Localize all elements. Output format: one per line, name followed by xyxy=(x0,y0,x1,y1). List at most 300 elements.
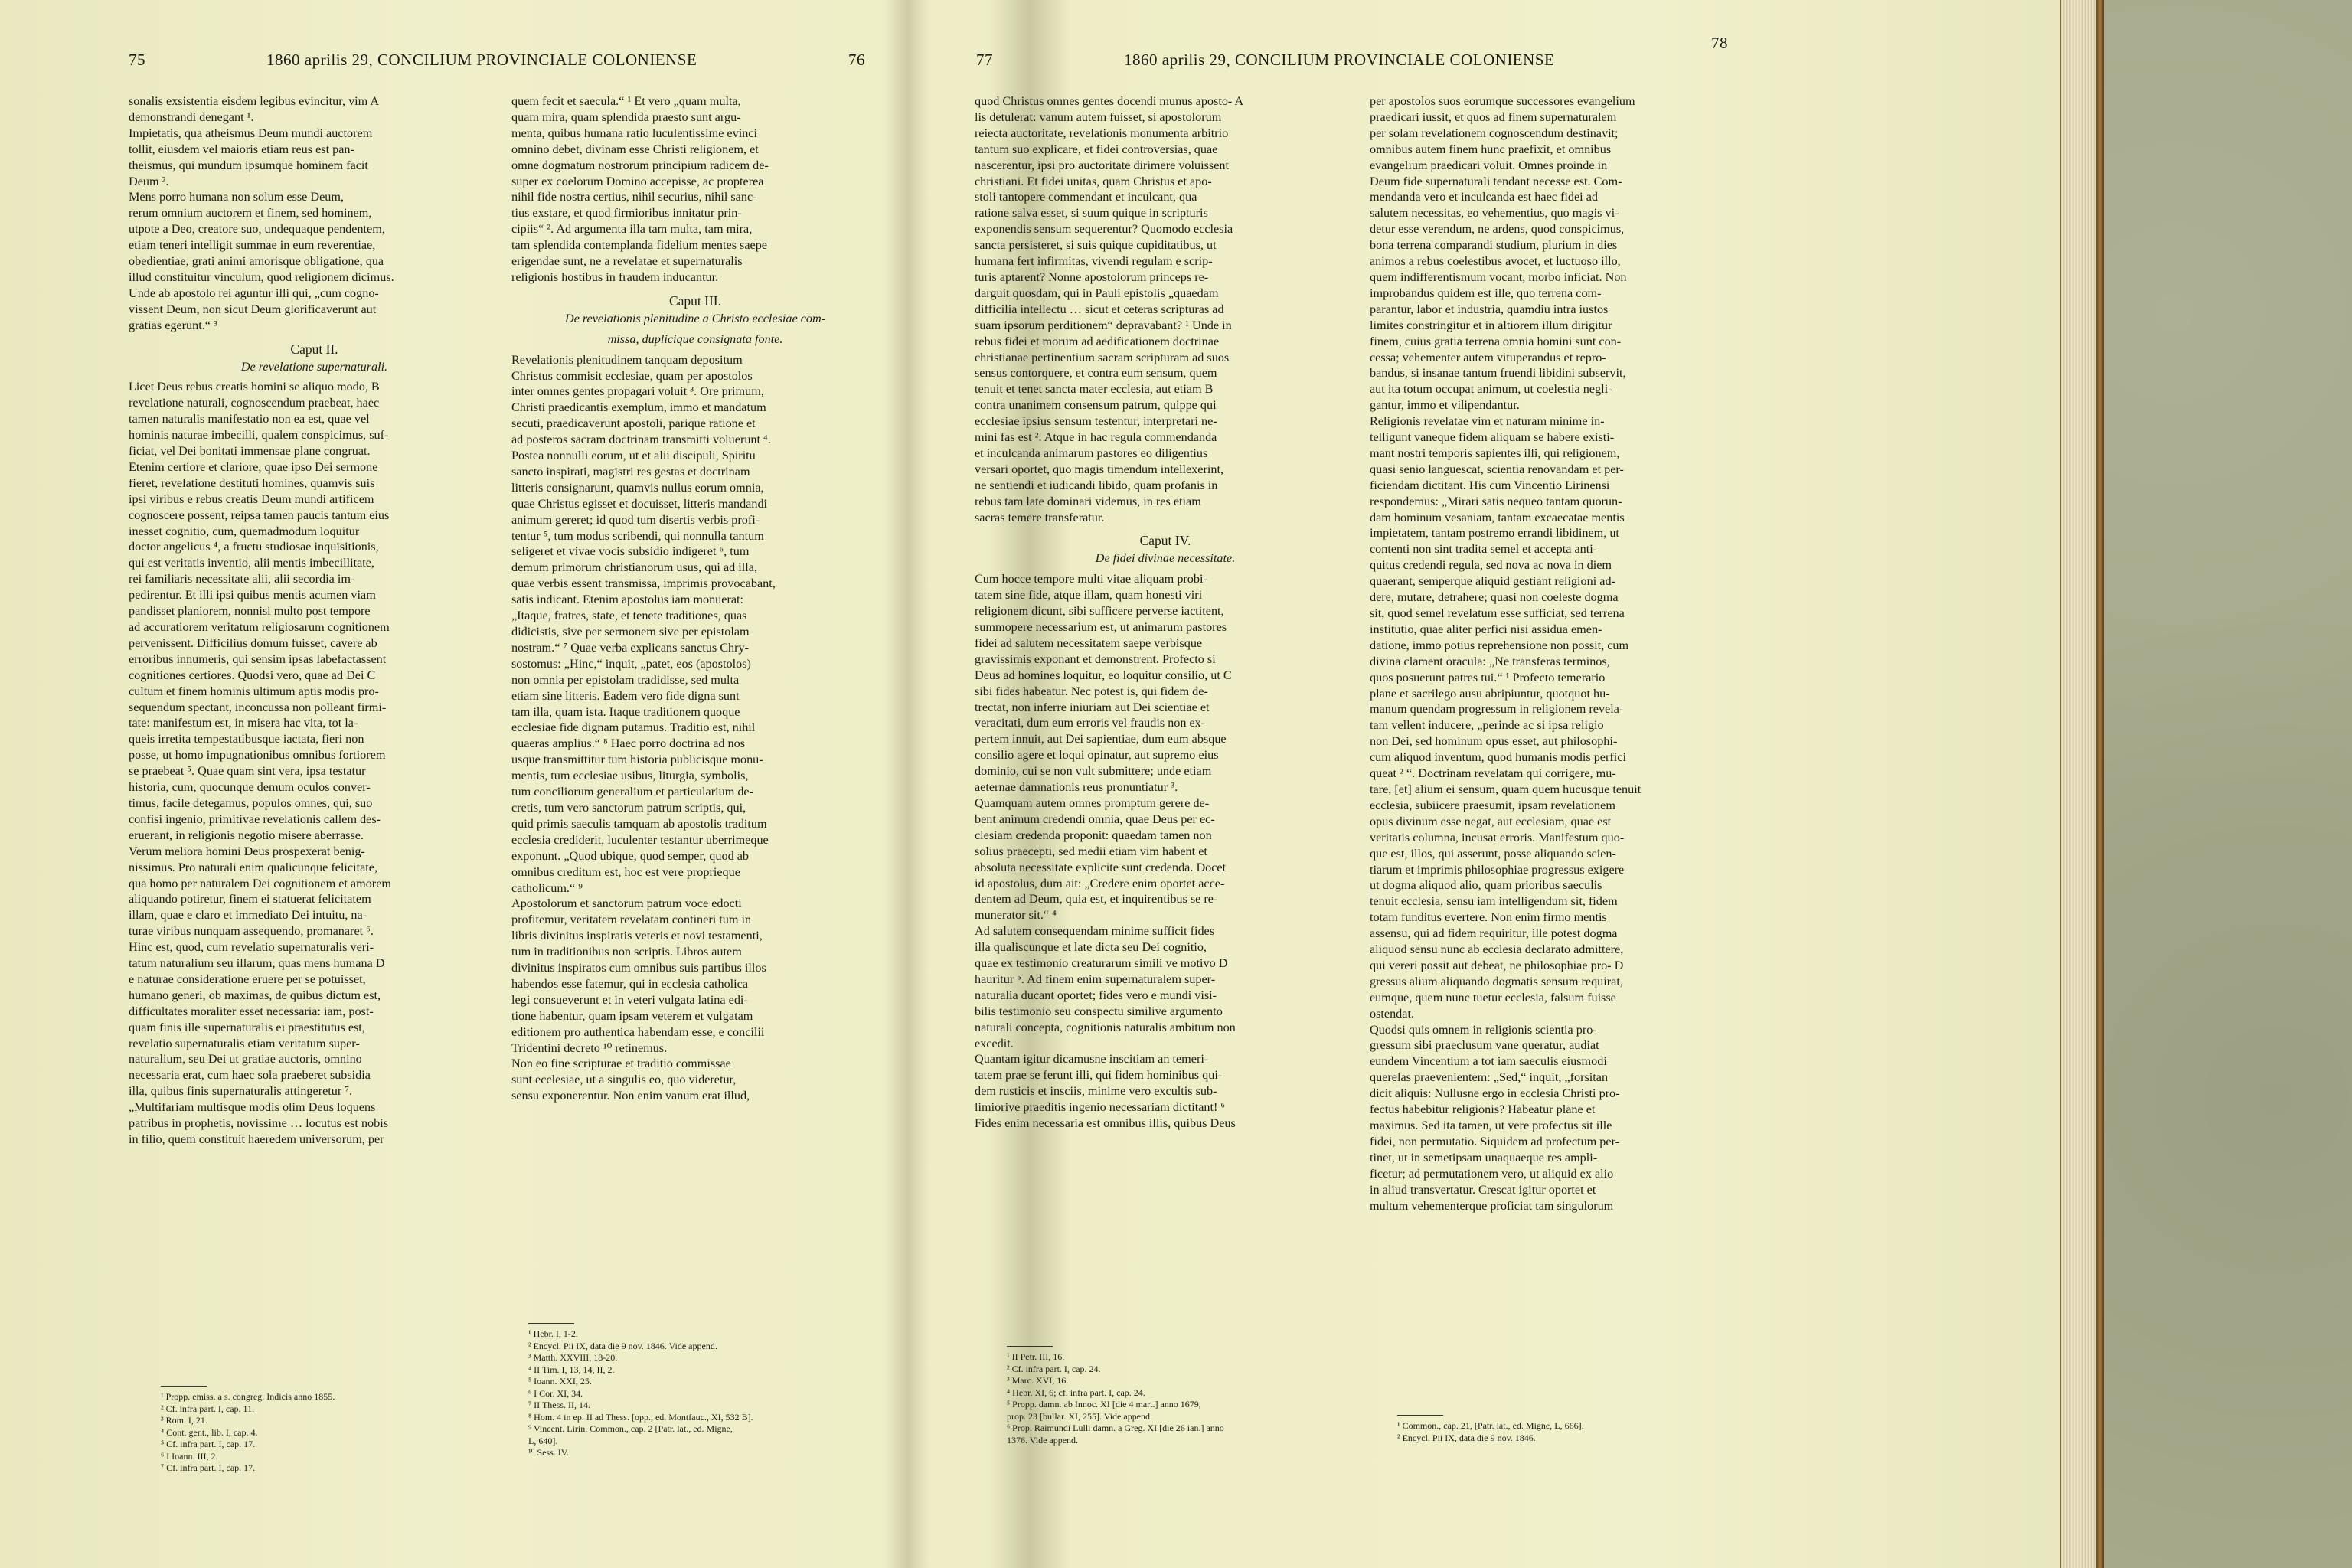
text-line: sibi fides habeatur. Nec potest is, qui fidem de- xyxy=(975,684,1208,698)
text-line: tum in traditionibus non scriptis. Libros autem xyxy=(511,945,742,959)
text-line: pertem innuit, aut Dei sapientiae, dum eum absque xyxy=(975,732,1227,746)
text-line: didicistis, sive per sermonem sive per epistolam xyxy=(511,625,750,639)
text-line: darguit quosdam, qui in Pauli epistolis „quaedam xyxy=(975,286,1219,300)
text-line: cipiis“ ². Ad argumenta illa tam multa, tam mira, xyxy=(511,222,753,237)
text-line: Mens porro humana non solum esse Deum, xyxy=(129,190,344,204)
footnote-line: ¹ Common., cap. 21, [Patr. lat., ed. Migne, L, 666]. xyxy=(1397,1420,1584,1431)
text-line: timus, facile detegamus, populos omnes, qui, suo xyxy=(129,795,373,810)
text-line: eundem Vincentium a tot iam saeculis eiusmodi xyxy=(1370,1054,1607,1069)
text-line: quem indifferentismum vocant, morbo inficiat. Non xyxy=(1370,270,1627,284)
text-line: demonstrandi denegant ¹. xyxy=(129,109,254,124)
text-line: quasi senio languescat, scientia renovandam et per- xyxy=(1370,462,1624,476)
text-line: Etenim certiore et clariore, quae ipso Dei sermone xyxy=(129,459,378,474)
text-line: stoli tantopere commendant et inculcant, qua xyxy=(975,190,1197,204)
text-line: cognoscere possent, reipsa tamen paucis tantum eius xyxy=(129,508,390,522)
text-line: tione habentur, quam ipsam veterem et vulgatam xyxy=(511,1008,753,1023)
text-line: gressus alium aliquando dogmatis sensum requirat, xyxy=(1370,974,1623,988)
footnote-line: ¹ Hebr. I, 1-2. xyxy=(528,1328,578,1339)
chapter-subtitle: De revelatione supernaturali. xyxy=(240,359,388,374)
text-line: bandus, si insanae tantum fruendi libidini subservit, xyxy=(1370,366,1626,381)
text-line: dam hominum vesaniam, tantam excaecatae mentis xyxy=(1370,510,1625,524)
text-line: „Multifariam multisque modis olim Deus loquens xyxy=(129,1100,376,1115)
text-line: detur esse verendum, ne ardens, quod conspicimus, xyxy=(1370,222,1625,237)
text-line: rerum omnium auctorem et finem, sed hominem, xyxy=(129,206,372,220)
right-page-header xyxy=(907,34,2060,81)
text-line: exponunt. „Quod ubique, quod semper, quod ab xyxy=(511,848,750,863)
text-line: sancto inspirati, magistri res gestas et doctrinam xyxy=(511,464,750,479)
text-line: tenuit ecclesia, sensu iam intelligendum sit, fidem xyxy=(1370,894,1618,909)
text-line: nascerentur, ipsi pro auctoritate dirimere voluissent xyxy=(975,158,1229,172)
text-line: opus divinum esse negat, aut ecclesiam, quae est xyxy=(1370,814,1612,828)
text-line: usque transmittitur tum historia publicisque monu- xyxy=(511,753,763,767)
text-line: vissent Deum, non sicut Deum glorificaverunt aut xyxy=(129,302,377,316)
text-line: illud constituitur vinculum, quod religionem dicimus. xyxy=(129,270,394,284)
text-line: animos a rebus coelestibus avocet, et luctuoso illo, xyxy=(1370,254,1621,269)
text-line: erigendae sunt, ne a revelatae et supernaturalis xyxy=(511,254,743,269)
text-line: etiam sine litteris. Eadem vero fide digna sunt xyxy=(511,688,740,703)
text-line: fectus habebitur religionis? Habeatur plane et xyxy=(1370,1102,1596,1117)
text-line: aut ita totum occupat animum, ut coelestia negli- xyxy=(1370,382,1612,397)
text-line: veracitati, dum eum erroris vel fraudis non ex- xyxy=(975,716,1206,730)
text-line: praedicari iussit, et quos ad finem supernaturalem xyxy=(1370,109,1617,124)
text-line: Deum fide supernaturali tendant necesse est. Com- xyxy=(1370,174,1622,188)
text-line: sensu exponerentur. Non enim vanum erat illud, xyxy=(511,1089,750,1103)
text-line: impietatem, tantam postremo errandi libidinem, ut xyxy=(1370,526,1619,541)
text-line: sequendum spectant, inconcussa non polleant firmi- xyxy=(129,700,387,714)
text-line: gantur, immo et vilipendantur. xyxy=(1370,398,1520,413)
text-line: omnibus creditum est, hoc est vere proprieque xyxy=(511,864,740,879)
footnote-line: L, 640]. xyxy=(528,1435,558,1446)
left-page xyxy=(0,0,907,1568)
text-line: cultum et finem hominis ultimum aptis modis pro- xyxy=(129,684,379,698)
text-line: manum quendam progressum in religionem revela- xyxy=(1370,702,1624,717)
text-line: contra unanimem consensum patrum, quippe qui xyxy=(975,398,1217,413)
text-line: religionis hostibus in fraudem inducantur. xyxy=(511,270,719,284)
text-line: qua homo per naturalem Dei cognitionem et amorem xyxy=(129,876,391,890)
text-line: reiecta auctoritate, revelationis monumenta arbitrio xyxy=(975,126,1229,140)
column-number-77: 77 xyxy=(976,51,993,69)
text-line: ecclesia crediderit, luculenter testantur uberrimeque xyxy=(511,832,769,847)
text-line: quod Christus omnes gentes docendi munus aposto- A xyxy=(975,94,1244,108)
text-line: menta, quibus humana ratio luculentissime evinci xyxy=(511,126,757,140)
text-line: Licet Deus rebus creatis homini se aliquo modo, B xyxy=(129,380,380,394)
text-line: gratias egerunt.“ ³ xyxy=(129,318,217,332)
running-title-right: 1860 aprilis 29, CONCILIUM PROVINCIALE COLONIENSE xyxy=(1124,51,1555,69)
footnote-line: ¹ Propp. emiss. a s. congreg. Indicis anno 1855. xyxy=(161,1391,335,1402)
footnote-line: ³ Marc. XVI, 16. xyxy=(1007,1375,1069,1386)
text-line: nostram.“ ⁷ Quae verba explicans sanctus Chry- xyxy=(511,640,749,655)
text-line: quaerant, semperque aliquid gestiant religioni ad- xyxy=(1370,574,1615,589)
text-line: non omnia per epistolam tradidisse, sed multa xyxy=(511,672,740,687)
footnote-line: ⁴ Cont. gent., lib. I, cap. 4. xyxy=(161,1426,258,1438)
text-line: bona terrena comparandi studium, plurium in dies xyxy=(1370,238,1618,253)
text-line: queis irretita tempestatibusque iactata, fieri non xyxy=(129,732,364,746)
footnote-line: ⁶ I Cor. XI, 34. xyxy=(528,1387,583,1399)
text-line: sostomus: „Hinc,“ inquit, „patet, eos (apostolos) xyxy=(511,656,751,671)
footnotes-column-78 xyxy=(1397,1415,1749,1444)
text-line: tatum naturalium seu illarum, quas mens humana D xyxy=(129,956,385,971)
column-number-76: 76 xyxy=(848,51,865,69)
text-line: querelas praevenientem: „Sed,“ inquit, „forsitan xyxy=(1370,1070,1609,1085)
text-line: rebus fidei et morum ad aedificationem doctrinae xyxy=(975,334,1220,348)
text-line: dentem ad Deum, quia est, et inquirentibus se re- xyxy=(975,892,1218,906)
text-line: divinitus inspiratos cum omnibus suis partibus illos xyxy=(511,961,766,975)
text-line: illam, quae e claro et immediato Dei intuitu, na- xyxy=(129,908,368,923)
text-line: plane et sacrilego ausu abripiuntur, quotquot hu- xyxy=(1370,686,1610,701)
footnote-line: ⁶ I Ioann. III, 2. xyxy=(161,1450,218,1462)
text-line: utpote a Deo, creatore suo, undequaque pendentem, xyxy=(129,222,385,237)
text-line: turae viribus nunquam assequendo, promanaret ⁶. xyxy=(129,924,374,939)
text-line: tantum suo explicare, et fidei controversias, quae xyxy=(975,142,1218,156)
text-line: per apostolos suos eorumque successores evangelium xyxy=(1370,94,1635,108)
text-line: tollit, eiusdem vel maioris etiam reus est pan- xyxy=(129,142,354,156)
book-page-edges xyxy=(2060,0,2098,1568)
text-line: tum conciliorum generalium et particularium de- xyxy=(511,785,753,799)
footnote-line: ² Cf. infra part. I, cap. 24. xyxy=(1007,1363,1101,1374)
text-line: datione, immo potius reprehensione non possit, cum xyxy=(1370,638,1629,652)
text-line: obedientiae, grati animi amorisque obligatione, qua xyxy=(129,254,384,269)
chapter-heading: Caput III. xyxy=(668,292,722,309)
text-line: pedirentur. Et illi ipsi quibus mentis acumen viam xyxy=(129,588,376,603)
text-line: assensu, qui ad fidem requiritur, ille potest dogma xyxy=(1370,926,1618,941)
footnote-line: ⁸ Hom. 4 in ep. II ad Thess. [opp., ed. Montfauc., XI, 532 B]. xyxy=(528,1411,753,1423)
text-line: profitemur, veritatem revelatam contineri tum in xyxy=(511,913,752,927)
running-title-left: 1860 aprilis 29, CONCILIUM PROVINCIALE COLONIENSE xyxy=(266,51,697,69)
text-line: naturalia ducant oportet; fides vero e mundi visi- xyxy=(975,988,1217,1002)
text-line: revelatio supernaturalis etiam veritatum super- xyxy=(129,1036,360,1050)
text-line: aliquod sensu nunc ab ecclesia declarato admittere, xyxy=(1370,942,1624,957)
text-line: limiorive praeditis ingenio necessariam dictitant! ⁶ xyxy=(975,1100,1226,1115)
footnote-line: ⁷ II Thess. II, 14. xyxy=(528,1400,590,1410)
footnote-line: ¹ II Petr. III, 16. xyxy=(1007,1351,1065,1362)
text-line: ratione salva esset, si suum quique in scripturis xyxy=(975,206,1208,220)
text-line: divina clament oracula: „Ne transferas terminos, xyxy=(1370,654,1610,668)
text-line: bilis testimonio seu conspectu similive argumento xyxy=(975,1004,1223,1018)
text-line: hauritur ⁵. Ad finem enim supernaturalem super- xyxy=(975,972,1216,986)
text-line: ecclesiae ipsius sensum testentur, interpretari ne- xyxy=(975,414,1217,429)
text-line: tentur ⁵, tum modus scribendi, qui nonnulla tantum xyxy=(511,528,764,543)
text-column-75 xyxy=(129,93,500,1148)
text-line: catholicum.“ ⁹ xyxy=(511,880,583,895)
text-line: queat ² “. Doctrinam revelatam qui corrigere, mu- xyxy=(1370,766,1616,781)
text-line: sancta persisteret, si suis quique cupiditatibus, ut xyxy=(975,238,1217,253)
text-line: totam funditus evertere. Non enim firmo mentis xyxy=(1370,910,1607,925)
text-line: cretis, tum vero sanctorum patrum scriptis, qui, xyxy=(511,800,746,815)
text-line: ecclesiae fide dignam putamus. Traditio est, nihil xyxy=(511,720,756,735)
text-line: seligeret et vivae vocis subsidio indigeret ⁶, tum xyxy=(511,544,750,559)
text-line: suam ipsorum perditionem“ depravabant? ¹ Unde in xyxy=(975,318,1232,332)
text-line: quae Christus egisset et docuisset, litteris mandandi xyxy=(511,496,768,511)
text-line: qui est veritatis inventio, alii mentis imbecillitate, xyxy=(129,556,374,570)
text-line: et inculcanda animarum pastores eo diligentius xyxy=(975,446,1208,460)
text-line: Deus ad homines loquitur, eo loquitur consilio, ut C xyxy=(975,668,1232,682)
text-line: ut dogma aliquod alio, quam prioribus saeculis xyxy=(1370,878,1602,893)
text-line: in filio, quem constituit haeredem universorum, per xyxy=(129,1132,384,1146)
chapter-subtitle: De revelationis plenitudine a Christo ecclesiae com- xyxy=(564,311,826,325)
footnote-line: prop. 23 [bullar. XI, 255]. Vide append. xyxy=(1007,1410,1153,1422)
text-line: Quamquam autem omnes promptum gerere de- xyxy=(975,795,1210,810)
footnote-line: ² Encycl. Pii IX, data die 9 nov. 1846. xyxy=(1397,1432,1536,1443)
text-line: tate: manifestum est, in misera hac vita, tot la- xyxy=(129,716,358,730)
text-line: Cum hocce tempore multi vitae aliquam probi- xyxy=(975,572,1207,586)
footnotes-column-76 xyxy=(528,1323,880,1459)
text-line: omne dogmatum nostrorum principium radicem de- xyxy=(511,158,769,172)
text-line: tinet, ut in semetipsam unaquaeque res ampli- xyxy=(1370,1150,1598,1165)
text-line: religionem dicunt, sibi sufficere perverse iactitent, xyxy=(975,604,1224,619)
text-line: pervenissent. Difficilius domum fuisset, cavere ab xyxy=(129,635,377,650)
text-line: consilio agere et loqui opinatur, aut supremo eius xyxy=(975,748,1219,763)
text-line: satis indicant. Etenim apostolus iam monuerat: xyxy=(511,593,744,607)
text-column-78 xyxy=(1370,93,1746,1214)
text-line: Fides enim necessaria est omnibus illis, quibus Deus xyxy=(975,1116,1236,1131)
text-line: qui vereri possit aut debeat, ne philosophiae pro- D xyxy=(1370,958,1624,972)
text-line: doctor angelicus ⁴, a fructu studiosae inquisitionis, xyxy=(129,540,379,554)
text-line: trectat, non inferre iniuriam aut Dei scientiae et xyxy=(975,700,1210,714)
text-line: pandisset planiorem, nonnisi multo post tempore xyxy=(129,604,371,619)
text-line: Unde ab apostolo rei aguntur illi qui, „cum cogno- xyxy=(129,286,379,300)
text-line: illa, quibus finis supernaturalis attingeretur ⁷. xyxy=(129,1084,353,1099)
text-line: mentis, tum ecclesiae usibus, liturgia, symbolis, xyxy=(511,769,749,783)
text-line: que est, illos, qui asserunt, posse aliquando scien- xyxy=(1370,846,1616,861)
text-line: solius praecepti, sed medii etiam vim habent et xyxy=(975,844,1207,858)
footnote-line: ⁷ Cf. infra part. I, cap. 17. xyxy=(161,1462,256,1473)
footnote-line: ² Cf. infra part. I, cap. 11. xyxy=(161,1403,255,1414)
text-line: bent animum credendi omnia, quae Deus per ec- xyxy=(975,812,1215,826)
text-line: versari oportet, quo magis timendum intellexerint, xyxy=(975,462,1224,476)
text-line: omnino debet, divinam esse Christi religionem, et xyxy=(511,142,759,156)
text-line: eruerant, in religionis negotio misere aberrasse. xyxy=(129,828,364,842)
text-line: excedit. xyxy=(975,1036,1014,1050)
text-line: ipsi viribus e rebus creatis Deum mundi artificem xyxy=(129,492,374,506)
text-line: absoluta necessitate explicite sunt credenda. Docet xyxy=(975,860,1227,874)
footnote-line: ⁵ Propp. damn. ab Innoc. XI [die 4 mart.] anno 1679, xyxy=(1007,1399,1201,1410)
text-line: christiani. Et fidei unitas, quam Christus et apo- xyxy=(975,174,1212,188)
text-line: tam illa, quam ista. Itaque traditionem quoque xyxy=(511,704,740,719)
text-line: christianae pertinentium sacram scripturam ad suos xyxy=(975,350,1230,364)
text-line: tatem sine fide, atque illam, quam honesti viri xyxy=(975,588,1203,603)
text-line: humano generi, ob maximas, de quibus dictum est, xyxy=(129,988,381,1002)
text-line: rebus tam late dominari videmus, in res etiam xyxy=(975,494,1201,508)
text-line: erroribus innumeris, qui sensim ipsas labefactassent xyxy=(129,652,387,666)
text-line: theismus, qui mundum ipsumque hominem facit xyxy=(129,158,368,172)
text-line: ad accuratiorem veritatum religiosarum cognitionem xyxy=(129,620,390,634)
text-line: fidei, non permutatio. Siquidem ad profectum per- xyxy=(1370,1134,1620,1148)
text-line: ostendat. xyxy=(1370,1006,1414,1021)
text-line: e naturae consideratione eruere per se potuisset, xyxy=(129,972,366,986)
text-line: tius exstare, et quod firmioribus innitatur prin- xyxy=(511,206,742,220)
text-line: clesiam credenda proponit: quaedam tamen non xyxy=(975,828,1212,842)
text-line: editionem pro authentica habendam esse, e concilii xyxy=(511,1024,765,1039)
text-line: rei familiaris necessitate alii, alii secordia im- xyxy=(129,572,355,586)
text-line: mini fas est ². Atque in hac regula commendanda xyxy=(975,430,1217,445)
text-line: tatem prae se ferunt illi, qui fidem hominibus qui- xyxy=(975,1068,1223,1083)
text-line: cessa; vehementer autem vituperandus et repro- xyxy=(1370,350,1606,364)
text-line: veritatis columna, incusat erroris. Manifestum quo- xyxy=(1370,830,1625,844)
text-line: Deum ². xyxy=(129,174,169,188)
text-line: animum gereret; id quod tum disertis verbis profi- xyxy=(511,512,760,527)
text-line: mant nostri temporis sapientes illi, qui religionem, xyxy=(1370,446,1620,460)
text-line: Postea nonnulli eorum, ut et alii discipuli, Spiritu xyxy=(511,449,756,463)
text-line: sunt ecclesiae, ut a singulis eo, quo videretur, xyxy=(511,1073,737,1087)
text-line: in aliud transvertatur. Crescat igitur oportet et xyxy=(1370,1182,1596,1197)
text-line: salutem necessitas, eo vehementius, quo magis vi- xyxy=(1370,206,1619,220)
text-line: id apostolus, dum ait: „Credere enim oportet acce- xyxy=(975,876,1225,890)
footnote-line: ³ Rom. I, 21. xyxy=(161,1415,207,1426)
text-line: Verum meliora homini Deus prospexerat benig- xyxy=(129,844,365,858)
text-line: ficiendam dictitant. His cum Vincentio Lirinensi xyxy=(1370,478,1610,492)
text-line: sit, quod semel revelatum esse sufficiat, sed terrena xyxy=(1370,606,1625,620)
text-line: ne sentiendi et iudicandi libido, quam profanis in xyxy=(975,478,1218,492)
text-line: munerator sit.“ ⁴ xyxy=(975,908,1057,923)
text-line: sensus contorquere, et contra eum sensum, quem xyxy=(975,366,1217,381)
text-line: Ad salutem consequendam minime sufficit fides xyxy=(975,924,1215,939)
text-line: multum vehementerque proficiat tam singulorum xyxy=(1370,1198,1614,1213)
text-line: aeternae damnationis reus pronuntiatur ³. xyxy=(975,780,1178,795)
footnote-line: ¹⁰ Sess. IV. xyxy=(528,1447,569,1458)
text-line: Impietatis, qua atheismus Deum mundi auctorem xyxy=(129,126,373,140)
text-line: Quantam igitur dicamusne inscitiam an temeri- xyxy=(975,1052,1209,1067)
text-line: dicit aliquis: Nullusne ergo in ecclesia Christi pro- xyxy=(1370,1086,1620,1101)
text-line: exponendis sensum sequerentur? Quomodo ecclesia xyxy=(975,222,1233,237)
text-line: Religionis revelatae vim et naturam minime in- xyxy=(1370,414,1605,429)
text-line: patribus in prophetis, novissime … locutus est nobis xyxy=(129,1116,389,1131)
text-line: litteris consignarunt, quamvis nullus eorum omnia, xyxy=(511,480,764,495)
left-page-header xyxy=(0,51,907,81)
text-line: humana fert infirmitas, vivendi regulam e scrip- xyxy=(975,254,1213,269)
text-line: evangelium praedicari voluit. Omnes proinde in xyxy=(1370,158,1608,172)
text-line: legi consueverunt et in veteri vulgata latina edi- xyxy=(511,992,748,1007)
text-line: tiarum et imprimis philosophiae progressus exigere xyxy=(1370,862,1625,877)
text-line: gravissimis exponant et demonstrent. Profecto si xyxy=(975,652,1216,666)
right-page xyxy=(907,0,2060,1568)
text-line: institutio, quae aliter perfici nisi assidua emen- xyxy=(1370,622,1602,636)
chapter-heading: Caput II. xyxy=(290,341,338,357)
footnote-line: ² Encycl. Pii IX, data die 9 nov. 1846. Vide append. xyxy=(528,1340,717,1351)
text-line: lis detulerat: vanum autem fuisset, si apostolorum xyxy=(975,109,1222,124)
text-line: per solam revelationem cognoscendum destinavit; xyxy=(1370,126,1619,140)
text-line: ficetur; ad permutationem vero, ut aliquid ex alio xyxy=(1370,1166,1614,1181)
footnotes-column-77 xyxy=(1007,1346,1359,1446)
text-line: hominis naturae imbecilli, qualem conspicimus, suf- xyxy=(129,428,389,443)
text-line: quid primis saeculis tamquam ab apostolis traditum xyxy=(511,816,767,831)
text-line: Christus commisit ecclesiae, quam per apostolos xyxy=(511,368,753,383)
column-number-75: 75 xyxy=(129,51,145,69)
text-line: difficilia intellectu … sicut et ceteras scripturas ad xyxy=(975,302,1224,316)
text-line: secuti, praedicaverunt apostoli, parique ratione et xyxy=(511,416,756,431)
text-line: contenti non sint tradita semel et accepta anti- xyxy=(1370,542,1598,557)
text-line: Christi praedicantis exemplum, immo et mandatum xyxy=(511,400,766,415)
text-line: ficiat, vel Dei bonitati immensae plane congruat. xyxy=(129,444,371,459)
text-line: naturali concepta, cognitionis naturalis ambitum non xyxy=(975,1020,1236,1034)
chapter-subtitle: De fidei divinae necessitate. xyxy=(1095,551,1236,566)
text-column-76 xyxy=(511,93,879,1104)
text-line: inter omnes gentes propagari voluit ³. Ore primum, xyxy=(511,384,764,399)
text-line: nihil fide nostra certius, nihil securius, nihil sanc- xyxy=(511,190,757,204)
text-line: omnibus autem finem hunc praefixit, et omnibus xyxy=(1370,142,1612,156)
text-line: fieret, revelatione destituti homines, quamvis suis xyxy=(129,475,375,490)
text-line: respondemus: „Mirari satis nequeo tantam quorun- xyxy=(1370,494,1622,508)
text-line: aliquando potiretur, finem ei statuerat felicitatem xyxy=(129,892,371,906)
text-line: maximus. Sed ita tamen, ut vere profectus sit ille xyxy=(1370,1119,1612,1132)
text-line: Quodsi quis omnem in religionis scientia pro- xyxy=(1370,1022,1597,1037)
text-line: quos posuerunt patres tui.“ ¹ Profecto temerario xyxy=(1370,670,1606,684)
text-line: summopere necessarium est, ut animarum pastores xyxy=(975,620,1227,634)
text-line: sacras temere transferatur. xyxy=(975,510,1105,524)
text-line: Hinc est, quod, cum revelatio supernaturalis veri- xyxy=(129,940,374,955)
text-line: turis aptarent? Nonne apostolorum princeps re- xyxy=(975,270,1209,284)
text-line: naturalium, seu Dei ut gratiae auctoris, omnino xyxy=(129,1052,362,1067)
text-line: libris divinitus inspiratis veteris et novi testamenti, xyxy=(511,929,763,943)
text-line: quae ex testimonio creaturarum simili ve motivo D xyxy=(975,956,1228,971)
text-line: Revelationis plenitudinem tanquam depositum xyxy=(511,352,743,367)
text-line: limites constringitur et in altiorem illum dirigitur xyxy=(1370,318,1612,332)
text-line: tenuit et tenet sancta mater ecclesia, aut etiam B xyxy=(975,382,1214,397)
text-line: tamen naturalis manifestatio non ea est, quae vel xyxy=(129,412,370,426)
footnote-line: ⁴ II Tim. I, 13, 14, II, 2. xyxy=(528,1364,615,1375)
text-line: confisi ingenio, primitivae revelationis callem des- xyxy=(129,812,381,826)
text-line: demum primorum christianorum usus, qui ad illa, xyxy=(511,560,758,575)
text-line: dem rusticis et insciis, minime vero excultis sub- xyxy=(975,1084,1217,1099)
text-line: inesset cognitio, cum, quemadmodum loquitur xyxy=(129,524,360,538)
text-line: Apostolorum et sanctorum patrum voce edocti xyxy=(511,897,742,911)
book-cover-edge xyxy=(2096,0,2104,1568)
text-line: quem fecit et saecula.“ ¹ Et vero „quam multa, xyxy=(511,94,741,108)
text-line: gressum sibi praeclusum vane queratur, audiat xyxy=(1370,1038,1599,1053)
text-line: eumque, quem nunc tuetur ecclesia, falsum fuisse xyxy=(1370,990,1616,1004)
text-line: sonalis exsistentia eisdem legibus evincitur, vim A xyxy=(129,94,380,108)
footnote-line: ³ Matth. XXVIII, 18-20. xyxy=(528,1352,618,1363)
footnote-line: ⁶ Prop. Raimundi Lulli damn. a Greg. XI [die 26 ian.] anno xyxy=(1007,1423,1224,1433)
text-line: ad posteros sacram doctrinam transmitti voluerunt ⁴. xyxy=(511,433,771,447)
text-line: cum aliquod inventum, quod humanis modis perfici xyxy=(1370,750,1626,765)
text-line: nissimus. Pro naturali enim qualicunque felicitate, xyxy=(129,860,378,874)
text-line: parantur, labor et industria, quamdiu intra iustos xyxy=(1370,302,1609,316)
text-line: tam splendida contemplanda fidelium mentes saepe xyxy=(511,238,767,253)
text-line: improbandus quidem est ille, quo terrena com- xyxy=(1370,286,1602,300)
text-column-77 xyxy=(975,93,1356,1132)
text-line: etiam teneri intelligit summae in eum reverentiae, xyxy=(129,238,376,253)
footnotes-column-75 xyxy=(161,1386,498,1475)
text-line: quae verbis essent transmissa, imprimis provocabant, xyxy=(511,577,776,591)
text-line: tare, [et] alium ei sensum, quam quem hucusque tenuit xyxy=(1370,782,1642,796)
text-line: posse, ut homo impugnationibus omnibus fortiorem xyxy=(129,748,386,763)
text-line: habendos esse fatemur, qui in ecclesia catholica xyxy=(511,976,749,991)
text-line: non Dei, sed hominum opus esset, aut philosophi- xyxy=(1370,734,1618,749)
footnote-line: ⁹ Vincent. Lirin. Common., cap. 2 [Patr. lat., ed. Migne, xyxy=(528,1423,733,1434)
text-line: fidei ad salutem necessitatem saepe verbisque xyxy=(975,635,1203,650)
text-line: revelatione naturali, cognoscendum praebeat, haec xyxy=(129,396,380,410)
text-line: quam finis ille supernaturalis ei praestitutus est, xyxy=(129,1020,365,1034)
footnote-line: ⁵ Ioann. XXI, 25. xyxy=(528,1376,592,1387)
text-line: difficultates moraliter esset necessaria: iam, post- xyxy=(129,1004,374,1018)
text-line: Tridentini decreto ¹⁰ retinemus. xyxy=(511,1040,668,1055)
text-line: cognitiones certiores. Quodsi vero, quae ad Dei C xyxy=(129,668,376,682)
text-line: super ex coelorum Domino accepisse, ac propterea xyxy=(511,174,764,188)
text-line: historia, cum, quocunque demum oculos conver- xyxy=(129,780,371,795)
background-surface xyxy=(2098,0,2352,1568)
column-number-78: 78 xyxy=(1711,34,1728,52)
text-line: telligunt vaneque fidem aliquam se habere existi- xyxy=(1370,430,1615,445)
text-line: se praebeat ⁵. Quae quam sint vera, ipsa testatur xyxy=(129,764,366,779)
text-line: illa qualiscunque et late dicta seu Dei cognitio, xyxy=(975,940,1207,955)
chapter-subtitle: missa, duplicique consignata fonte. xyxy=(607,332,783,346)
text-line: Non eo fine scripturae et traditio commissae xyxy=(511,1057,731,1071)
chapter-heading: Caput IV. xyxy=(1139,533,1191,549)
text-line: quam mira, quam splendida praesto sunt argu- xyxy=(511,109,741,124)
text-line: tam vellent inducere, „perinde ac si ipsa religio xyxy=(1370,718,1604,733)
footnote-line: ⁵ Cf. infra part. I, cap. 17. xyxy=(161,1439,256,1449)
text-line: finem, cuius gratia terrena omnia homini sunt con- xyxy=(1370,334,1622,348)
